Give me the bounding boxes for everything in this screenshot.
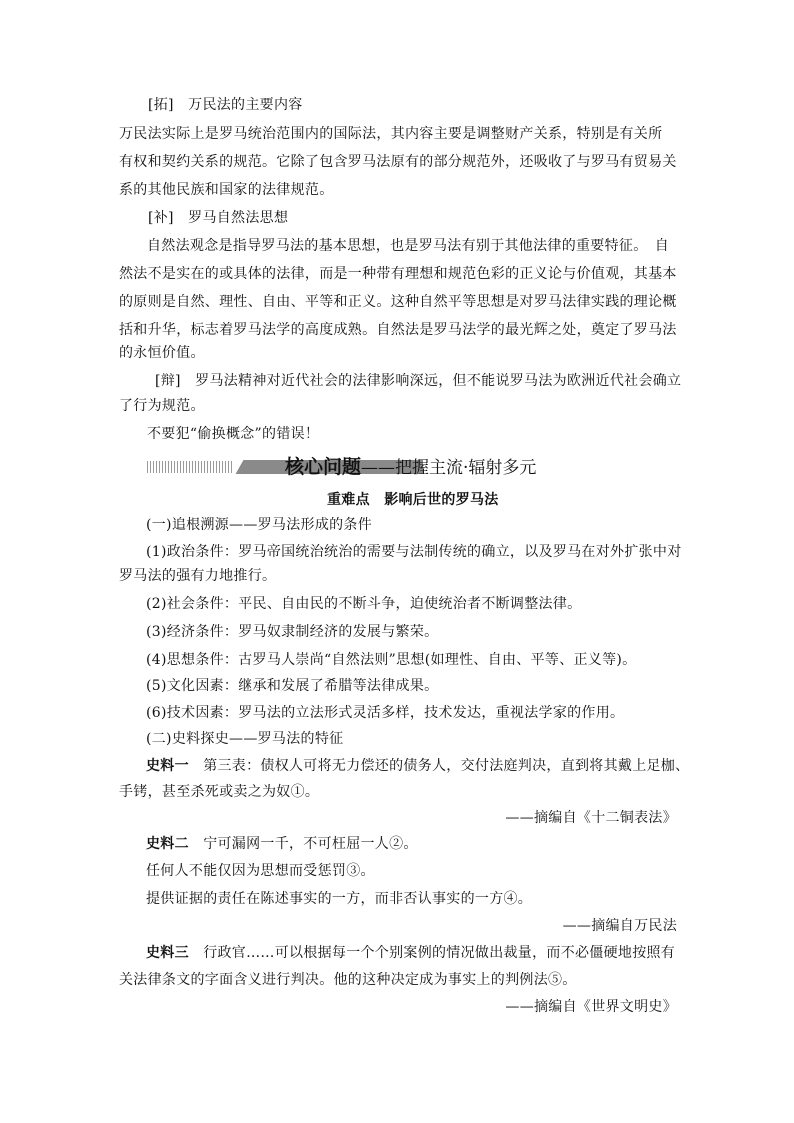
section1-item-1-cont: 罗马法的强有力地推行。 <box>119 568 277 584</box>
tuo-heading <box>148 95 303 115</box>
bu-title: 罗马自然法思想 <box>188 210 289 226</box>
bian-line-1 <box>155 371 681 391</box>
tuo-tag: [拓] <box>148 97 174 113</box>
material-1-line-1 <box>146 756 689 776</box>
section1-heading: (一)追根溯源——罗马法形成的条件 <box>146 517 373 533</box>
material-3-line-1 <box>146 943 675 963</box>
section2-heading: (二)史料探史——罗马法的特征 <box>146 731 344 747</box>
bu-tag: [补] <box>148 210 174 226</box>
material-1-line-2: 手铐，甚至杀死或卖之为奴①。 <box>119 784 320 800</box>
bian-line-2: 了行为规范。 <box>119 398 205 414</box>
tuo-title: 万民法的主要内容 <box>188 97 303 113</box>
section1-item-5: (5)文化因素：继承和发展了希腊等法律成果。 <box>146 678 439 694</box>
section1-item-2: (2)社会条件：平民、自由民的不断斗争，迫使统治者不断调整法律。 <box>146 596 582 612</box>
bu-line-4: 括和升华，标志着罗马法学的高度成熟。自然法是罗马法学的最光辉之处，奠定了罗马法 <box>119 322 677 338</box>
material-1-source: ——摘编自《十二铜表法》 <box>505 810 677 826</box>
core-questions-banner <box>147 453 567 481</box>
material-2-label: 史料二 <box>146 836 189 852</box>
bu-heading <box>148 208 288 228</box>
section1-item-1: (1)政治条件：罗马帝国统治统治的需要与法制传统的确立，以及罗马在对外扩张中对 <box>146 544 682 560</box>
material-2-text: 宁可漏网一千，不可枉屈一人②。 <box>188 836 418 852</box>
bian-warning: 不要犯“偷换概念”的错误！ <box>147 426 320 442</box>
tuo-line-1: 万民法实际上是罗马统治范围内的国际法，其内容主要是调整财产关系，特别是有关所 <box>119 126 663 142</box>
bian-tag: [辩] <box>155 373 181 389</box>
tuo-line-2: 有权和契约关系的规范。它除了包含罗马法原有的部分规范外，还吸收了与罗马有贸易关 <box>119 154 677 170</box>
bu-line-2: 然法不是实在的或具体的法律，而是一种带有理想和规范色彩的正义论与价值观，其基本 <box>119 266 677 282</box>
material-3-source: ——摘编自《世界文明史》 <box>505 999 677 1015</box>
banner-title <box>285 455 536 480</box>
material-1-label: 史料一 <box>146 758 189 774</box>
key-point-heading: 重难点 影响后世的罗马法 <box>327 492 499 508</box>
section1-item-4: (4)思想条件：古罗马人崇尚“自然法则”思想(如理性、自由、平等、正义等)。 <box>146 652 637 668</box>
bu-line-5: 的永恒价值。 <box>119 345 205 361</box>
tuo-line-3: 系的其他民族和国家的法律规范。 <box>119 182 334 198</box>
banner-subtitle: ——把握主流·辐射多元 <box>361 458 537 478</box>
section1-item-6: (6)技术因素：罗马法的立法形式灵活多样，技术发达，重视法学家的作用。 <box>146 705 625 721</box>
banner-title-main: 核心问题 <box>285 456 362 478</box>
bu-line-3: 的原则是自然、理性、自由、平等和正义。这种自然平等思想是对罗马法律实践的理论概 <box>119 294 677 310</box>
material-2-source: ——摘编自万民法 <box>562 918 677 934</box>
material-1-text: 第三表：债权人可将无力偿还的债务人，交付法庭判决，直到将其戴上足枷、 <box>188 758 690 774</box>
material-3-label: 史料三 <box>146 945 189 961</box>
section1-item-3: (3)经济条件：罗马奴隶制经济的发展与繁荣。 <box>146 624 439 640</box>
material-3-text: 行政官……可以根据每一个个别案例的情况做出裁量，而不必僵硬地按照有 <box>188 945 676 961</box>
material-2-line-1 <box>146 834 418 854</box>
banner-dot-pattern <box>147 461 233 473</box>
material-3-line-2: 关法律条文的字面含义进行判决。他的这种决定成为事实上的判例法⑤。 <box>119 972 577 988</box>
bu-line-1: 自然法观念是指导罗马法的基本思想，也是罗马法有别于其他法律的重要特征。 自 <box>147 238 670 254</box>
material-2-line-3: 提供证据的责任在陈述事实的一方，而非否认事实的一方④。 <box>146 891 533 907</box>
material-2-line-2: 任何人不能仅因为思想而受惩罚③。 <box>146 863 375 879</box>
bian-text: 罗马法精神对近代社会的法律影响深远，但不能说罗马法为欧洲近代社会确立 <box>195 373 682 389</box>
